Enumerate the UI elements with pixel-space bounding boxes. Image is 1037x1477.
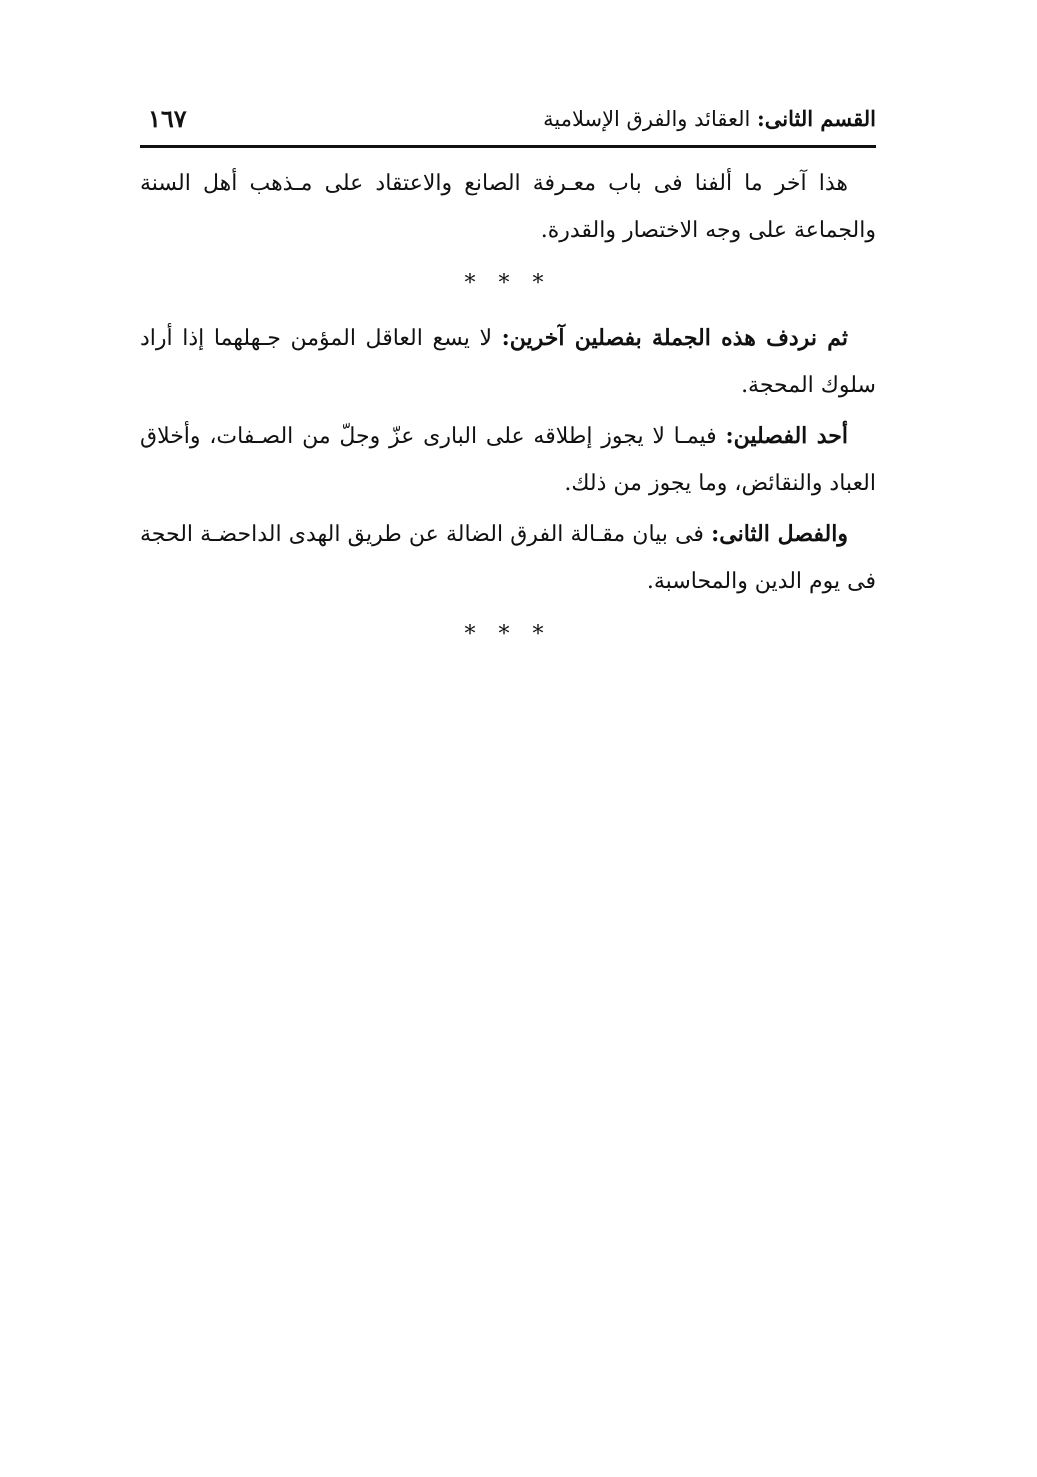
paragraph-2	[140, 315, 876, 409]
page-number: ١٦٧	[148, 104, 187, 133]
header-title	[543, 106, 876, 131]
paragraph-3-text: فيمـا لا يجوز إطلاقه على البارى عزّ وجلّ من الصـفات، وأخلاق العباد والنقائض، وما يجوز من ذلك.	[140, 424, 876, 496]
paragraph-3	[140, 413, 876, 507]
running-header	[140, 100, 876, 148]
paragraph-4	[140, 511, 876, 605]
paragraph-2-text: لا يسع العاقل المؤمن جـهلهما إذا أراد سلوك المحجة.	[140, 326, 876, 398]
separator-asterisks-end: * * *	[464, 622, 552, 647]
section-label: القسم الثانى:	[757, 106, 876, 131]
paragraph-4-lead: والفصل الثانى:	[711, 521, 848, 547]
paragraph-3-lead: أحد الفصلين:	[725, 423, 849, 449]
body-text	[140, 160, 876, 666]
paragraph-2-lead: ثم نردف هذه الجملة بفصلين آخرين:	[501, 325, 848, 351]
paragraph-4-text: فى بيان مقـالة الفرق الضالة عن طريق الهدى الداحضـة الحجة فى يوم الدين والمحاسبة.	[140, 522, 876, 594]
separator-asterisks: * * *	[464, 271, 552, 296]
paragraph-1: هذا آخر ما ألفنا فى باب معـرفة الصانع والاعتقاد على مـذهب أهل السنة والجماعة على وجه الاختصار والقدرة.	[140, 171, 876, 243]
section-title: العقائد والفرق الإسلامية	[543, 107, 751, 131]
